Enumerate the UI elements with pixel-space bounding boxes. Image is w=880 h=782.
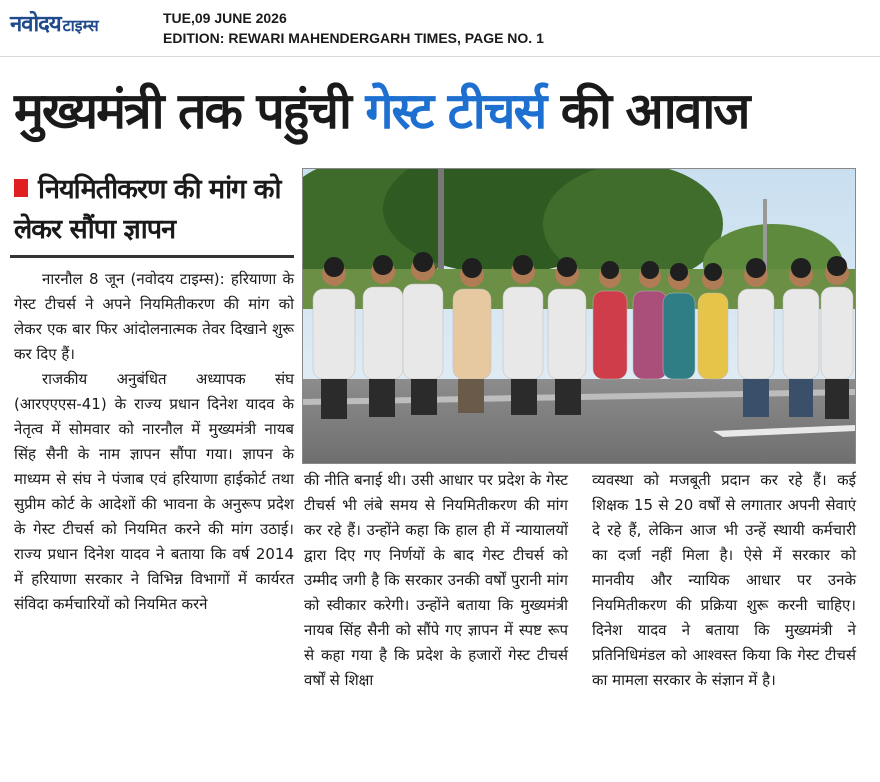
subheadline — [14, 170, 296, 250]
masthead-bar — [0, 0, 880, 57]
headline — [14, 78, 866, 144]
subheadline-text: नियमितीकरण की मांग को लेकर सौंपा ज्ञापन — [14, 174, 281, 245]
article-column-2 — [304, 468, 568, 693]
news-photo[interactable] — [302, 168, 856, 464]
date-line: TUE,09 JUNE 2026 — [163, 10, 287, 26]
article-column-2-text: की नीति बनाई थी। उसी आधार पर प्रदेश के गेस्ट टीचर्स भी लंबे समय से नियमितीकरण की मांग कर रहे हैं। उन्होंने कहा कि हाल ही में न्यायालयों द्वारा दिए गए निर्णयों के बाद गेस्ट टीचर्स को उम्मीद जगी है कि सरकार उनकी वर्षों पुरानी मांग को स्वीकार करेगी। उन्होंने बताया कि मुख्यमंत्री नायब सिंह सैनी को सौंपे गए ज्ञापन में स्पष्ट रूप से कहा गया है कि प्रदेश के हजारों गेस्ट टीचर्स वर्षों से शिक्षा — [304, 471, 568, 689]
headline-accent: गेस्ट टीचर्स — [365, 82, 546, 140]
group-photo-illustration — [303, 169, 855, 463]
section-divider — [10, 255, 294, 258]
edition-info — [163, 8, 544, 48]
article-column-1 — [14, 267, 294, 617]
logo-sub-text: टाइम्स — [62, 16, 99, 35]
article-paragraph-1: नारनौल 8 जून (नवोदय टाइम्स): हरियाणा के गेस्ट टीचर्स ने अपने नियमितीकरण की मांग को लेकर एक बार फिर आंदोलनात्मक तेवर दिखाने शुरू कर दिए हैं। — [14, 270, 294, 363]
edition-line: EDITION: REWARI MAHENDERGARH TIMES, PAGE NO. 1 — [163, 30, 544, 46]
red-square-bullet-icon — [14, 179, 28, 197]
headline-part2: की आवाज — [560, 82, 749, 140]
logo-main-text: नवोदय — [10, 12, 61, 37]
newspaper-logo[interactable] — [10, 8, 99, 38]
article-column-3-text: व्यवस्था को मजबूती प्रदान कर रहे हैं। कई शिक्षक 15 से 20 वर्षों से लगातार अपनी सेवाएं दे रहे हैं, लेकिन आज भी उन्हें स्थायी कर्मचारी का दर्जा नहीं मिला है। ऐसे में सरकार को मानवीय और न्यायिक आधार पर उनके नियमितीकरण की प्रक्रिया शुरू करनी चाहिए। दिनेश यादव ने बताया कि मुख्यमंत्री ने प्रतिनिधिमंडल को आश्वस्त किया कि गेस्ट टीचर्स का मामला सरकार के संज्ञान में है। — [592, 471, 856, 689]
headline-part1: मुख्यमंत्री तक पहुंची — [14, 82, 350, 140]
article-column-3 — [592, 468, 856, 693]
article-paragraph-2: राजकीय अनुबंधित अध्यापक संघ (आरएएएस-41) के राज्य प्रधान दिनेश यादव के नेतृत्व में सोमवार को नारनौल में मुख्यमंत्री नायब सिंह सैनी के नाम ज्ञापन सौंपा गया। ज्ञापन के माध्यम से संघ ने पंजाब एवं हरियाणा हाईकोर्ट तथा सुप्रीम कोर्ट के आदेशों की भावना के अनुरूप प्रदेश के गेस्ट टीचर्स को नियमित करने की मांग उठाई।राज्य प्रधान दिनेश यादव ने बताया कि वर्ष 2014 में हरियाणा सरकार ने विभिन्न विभागों में कार्यरत संविदा कर्मचारियों को नियमित करने — [14, 370, 294, 613]
